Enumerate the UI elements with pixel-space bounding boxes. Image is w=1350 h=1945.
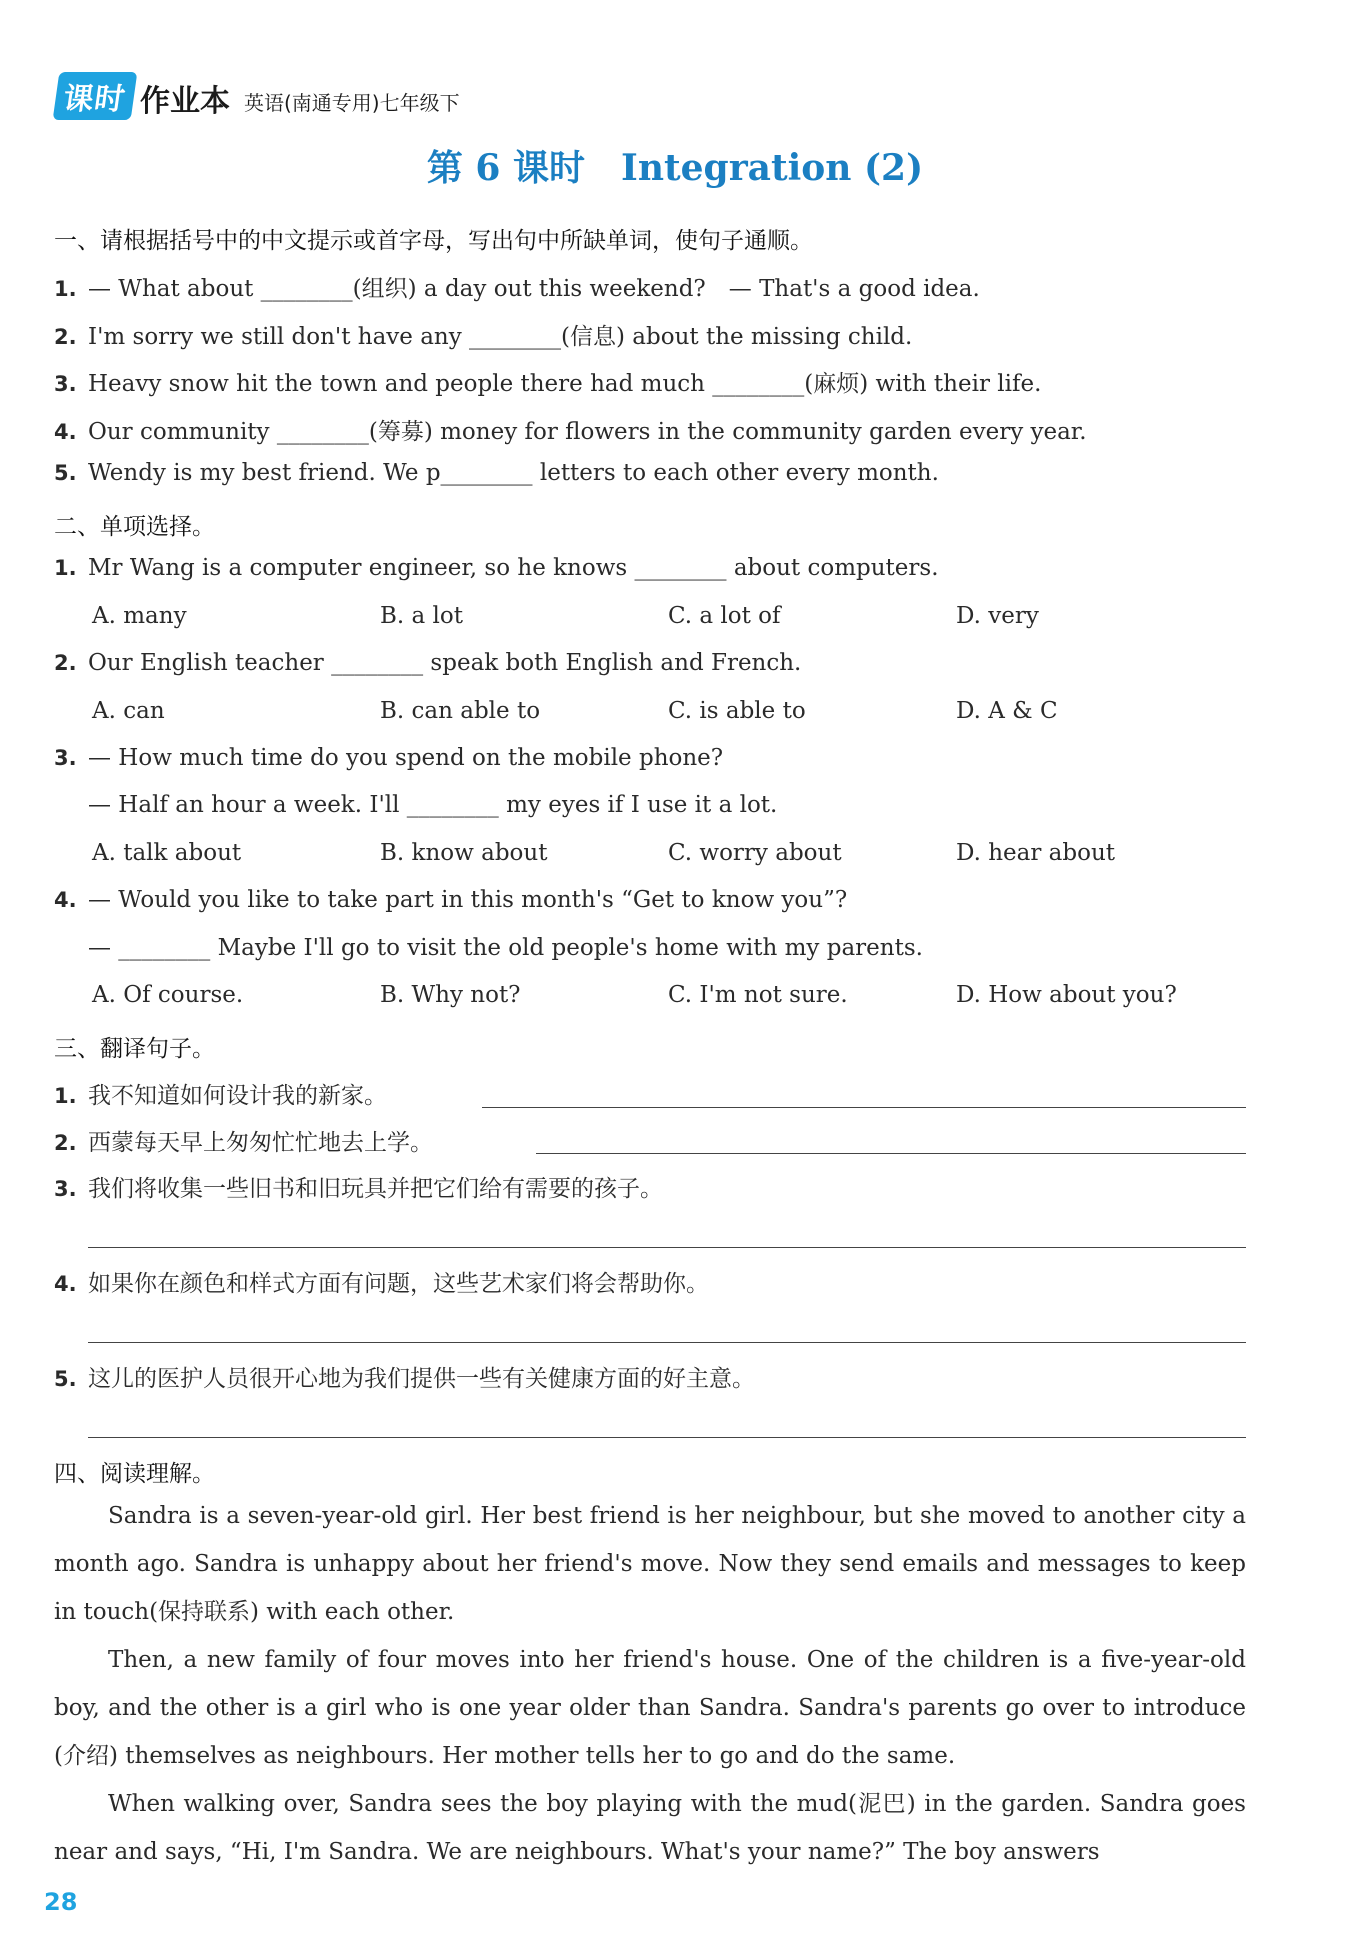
s2-q4-line-2: — ________ Maybe I'll go to visit the old people's home with my parents. — [88, 935, 923, 961]
s3-item-4: 4. 如果你在颜色和样式方面有问题，这些艺术家们将会帮助你。 — [54, 1271, 709, 1297]
s2-q2-option-d: D. A & C — [956, 698, 1058, 724]
s2-q1-option-c: C. a lot of — [668, 603, 781, 629]
book-logo — [56, 76, 460, 120]
s2-q3-option-a: A. talk about — [92, 840, 242, 866]
s2-q1-option-d: D. very — [956, 603, 1039, 629]
s3-item-3: 3. 我们将收集一些旧书和旧玩具并把它们给有需要的孩子。 — [54, 1176, 663, 1202]
s2-q1-option-b: B. a lot — [380, 603, 463, 629]
s2-q2-option-b: B. can able to — [380, 698, 541, 724]
s2-q3-option-b: B. know about — [380, 840, 548, 866]
lesson-title: 第 6 课时 Integration (2) — [426, 147, 924, 189]
page-number: 28 — [44, 1888, 78, 1916]
subject-label: 英语(南通专用)七年级下 — [244, 91, 460, 115]
s2-q1-option-a: A. many — [92, 603, 187, 629]
s3-item-5: 5. 这儿的医护人员很开心地为我们提供一些有关健康方面的好主意。 — [54, 1366, 755, 1392]
section1-heading: 一、请根据括号中的中文提示或首字母，写出句中所缺单词，使句子通顺。 — [54, 228, 813, 254]
section3-heading: 三、翻译句子。 — [54, 1036, 215, 1062]
s3-answer-line-4[interactable] — [88, 1342, 1246, 1343]
reading-paragraph-1: Sandra is a seven-year-old girl. Her best friend is her neighbour, but she moved to another city a month ago. Sandra is unhappy about her friend's move. Now they send emails and messages to keep in touch(保持联系) with each other. — [54, 1503, 1246, 1625]
s1-item-1: 1. — What about ________(组织) a day out this weekend? — That's a good idea. — [54, 276, 980, 302]
s1-item-2: 2. I'm sorry we still don't have any ________(信息) about the missing child. — [54, 324, 913, 350]
s2-q4-option-a: A. Of course. — [92, 982, 244, 1008]
section2-heading: 二、单项选择。 — [54, 514, 215, 540]
s3-answer-line-1[interactable] — [482, 1107, 1246, 1108]
s1-item-5: 5. Wendy is my best friend. We p________ letters to each other every month. — [54, 460, 939, 486]
reading-paragraph-3: When walking over, Sandra sees the boy playing with the mud(泥巴) in the garden. Sandra goes near and says, “Hi, I'm Sandra. We are neighbours. What's your name?” The boy answers — [54, 1791, 1246, 1865]
reading-paragraph-2: Then, a new family of four moves into her friend's house. One of the children is a five-year-old boy, and the other is a girl who is one year older than Sandra. Sandra's parents go over to introduce (介绍) themselves as neighbours. Her mother tells her to go and do the same. — [54, 1647, 1246, 1769]
s3-answer-line-5[interactable] — [88, 1437, 1246, 1438]
s1-item-4: 4. Our community ________(筹募) money for flowers in the community garden every year. — [54, 419, 1087, 445]
s1-item-3: 3. Heavy snow hit the town and people there had much ________(麻烦) with their life. — [54, 371, 1042, 397]
logo-text: 作业本 — [140, 84, 230, 119]
s3-answer-line-2[interactable] — [536, 1153, 1246, 1154]
s2-q4-option-b: B. Why not? — [380, 982, 521, 1008]
s3-item-1: 1. 我不知道如何设计我的新家。 — [54, 1083, 387, 1109]
s2-q3-line-2: — Half an hour a week. I'll ________ my eyes if I use it a lot. — [88, 792, 778, 818]
s3-item-2: 2. 西蒙每天早上匆匆忙忙地去上学。 — [54, 1130, 433, 1156]
section4-heading: 四、阅读理解。 — [54, 1461, 215, 1487]
s2-q4-option-d: D. How about you? — [956, 982, 1177, 1008]
s2-question-4: 4. — Would you like to take part in this month's “Get to know you”? — [54, 887, 848, 913]
s2-q2-option-c: C. is able to — [668, 698, 806, 724]
s2-q4-option-c: C. I'm not sure. — [668, 982, 848, 1008]
s2-q2-option-a: A. can — [92, 698, 165, 724]
s2-q3-option-d: D. hear about — [956, 840, 1116, 866]
s2-question-2: 2. Our English teacher ________ speak both English and French. — [54, 650, 802, 676]
logo-badge: 课时 — [53, 72, 138, 120]
s2-question-1: 1. Mr Wang is a computer engineer, so he knows ________ about computers. — [54, 555, 939, 581]
s3-answer-line-3[interactable] — [88, 1247, 1246, 1248]
s2-q3-option-c: C. worry about — [668, 840, 842, 866]
s2-question-3: 3. — How much time do you spend on the mobile phone? — [54, 745, 724, 771]
